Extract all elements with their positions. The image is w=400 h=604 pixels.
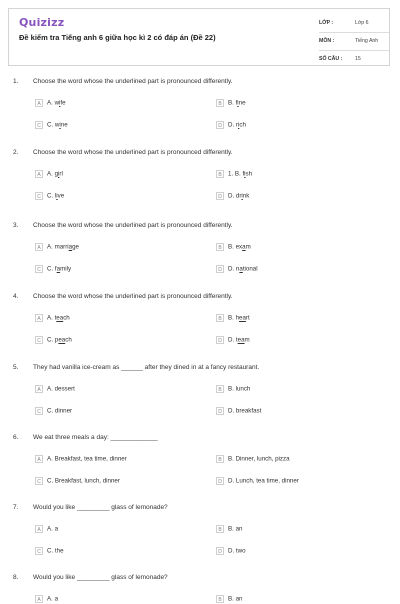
option-b[interactable] [216, 243, 251, 251]
option-letter-badge: D [216, 336, 224, 344]
option-letter-badge: B [216, 99, 224, 107]
option-text-pre: A. g [47, 170, 59, 178]
worksheet-title: Đề kiểm tra Tiếng anh 6 giữa học kì 2 có đáp án (Đề 22) [19, 33, 216, 42]
option-text-pre: D. r [228, 121, 238, 129]
option-text [47, 315, 70, 322]
option-text-pre: A. a [47, 525, 59, 533]
option-text-pre: D. t [228, 336, 238, 344]
option-text-post: rl [59, 170, 63, 178]
question-text: We eat three meals a day: _____________ [33, 434, 158, 441]
option-letter-badge: B [216, 455, 224, 463]
option-text-pre: D. breakfast [228, 407, 262, 415]
question-text: Choose the word whose the underlined part is pronounced differently. [33, 78, 233, 85]
option-text [47, 266, 71, 273]
option-text [47, 526, 58, 533]
option-c[interactable] [35, 477, 120, 485]
option-c[interactable] [35, 547, 64, 555]
option-text [228, 386, 250, 393]
option-letter-badge: B [216, 385, 224, 393]
option-a[interactable] [35, 595, 58, 603]
option-letter-badge: C [35, 121, 43, 129]
option-c[interactable] [35, 265, 71, 273]
question-number: 8. [13, 574, 19, 581]
question-text: Choose the word whose the underlined part is pronounced differently. [33, 222, 233, 229]
option-text-pre: A. Breakfast, tea time, dinner [47, 455, 127, 463]
meta-value: Tiếng Anh [355, 38, 379, 44]
option-letter-badge: C [35, 192, 43, 200]
option-underlined-part: i [56, 192, 58, 200]
option-a[interactable] [35, 314, 70, 322]
option-text-pre: D. two [228, 547, 246, 555]
option-c[interactable] [35, 192, 64, 200]
option-underlined-part: a [242, 243, 246, 251]
option-text-pre: D. dr [228, 192, 242, 200]
option-letter-badge: D [216, 121, 224, 129]
meta-value: Lớp 6 [355, 20, 369, 26]
question-text: Choose the word whose the underlined part is pronounced differently. [33, 293, 233, 300]
option-text [228, 548, 246, 555]
option-letter-badge: B [216, 243, 224, 251]
option-letter-badge: B [216, 170, 224, 178]
option-text [228, 596, 242, 603]
option-letter-badge: B [216, 525, 224, 533]
option-text-post: ve [57, 192, 65, 200]
option-a[interactable] [35, 455, 127, 463]
question-text: Would you like _________ glass of lemonade? [33, 504, 168, 511]
option-letter-badge: D [216, 407, 224, 415]
option-letter-badge: D [216, 477, 224, 485]
meta-row-count [319, 51, 389, 68]
option-text [47, 244, 79, 251]
option-text-pre: C. f [47, 265, 57, 273]
option-b[interactable] [216, 314, 250, 322]
option-underlined-part: i [244, 170, 246, 178]
option-b[interactable] [216, 170, 252, 178]
option-letter-badge: C [35, 407, 43, 415]
option-underlined-part: i [241, 192, 243, 200]
option-underlined-part: i [58, 170, 60, 178]
option-letter-badge: C [35, 336, 43, 344]
option-text-pre: C. the [47, 547, 64, 555]
option-text [47, 478, 120, 485]
option-text-pre: A. w [47, 99, 60, 107]
option-text [47, 456, 127, 463]
option-d[interactable] [216, 192, 249, 200]
option-text-pre: B. f [228, 99, 238, 107]
option-text [228, 244, 251, 251]
option-text-pre: B. h [228, 314, 240, 322]
option-b[interactable] [216, 385, 250, 393]
question-number: 2. [13, 149, 19, 156]
option-text [228, 408, 261, 415]
option-text [228, 171, 252, 178]
option-text [47, 171, 63, 178]
option-d[interactable] [216, 336, 250, 344]
option-letter-badge: A [35, 243, 43, 251]
worksheet-header [8, 8, 390, 66]
option-text-pre: D. n [228, 265, 240, 273]
option-c[interactable] [35, 407, 72, 415]
option-text [47, 596, 58, 603]
option-underlined-part: a [56, 265, 61, 273]
option-underlined-part: ea [239, 314, 246, 322]
option-b[interactable] [216, 595, 242, 603]
option-text-post: ch [239, 121, 246, 129]
option-underlined-part: i [237, 99, 239, 107]
option-text-post: ch [65, 336, 72, 344]
option-text-pre: A. a [47, 595, 59, 603]
worksheet-meta [319, 15, 389, 68]
option-letter-badge: B [216, 314, 224, 322]
option-text-post: fe [60, 99, 66, 107]
quizizz-logo: Quizizz [19, 16, 65, 29]
option-text-post: ne [60, 121, 68, 129]
option-letter-badge: C [35, 477, 43, 485]
option-text-post: mily [60, 265, 72, 273]
option-text-post: ge [72, 243, 79, 251]
option-letter-badge: D [216, 192, 224, 200]
question-number: 7. [13, 504, 19, 511]
option-underlined-part: a [239, 265, 243, 273]
option-text-pre: B. an [228, 525, 243, 533]
option-text [228, 122, 246, 129]
option-text-post: tional [242, 265, 258, 273]
option-text [228, 193, 249, 200]
question-text: Choose the word whose the underlined part is pronounced differently. [33, 149, 233, 156]
option-a[interactable] [35, 170, 63, 178]
meta-row-subject [319, 33, 389, 51]
option-letter-badge: A [35, 170, 43, 178]
option-text [47, 548, 64, 555]
option-text [228, 478, 299, 485]
option-text-pre: A. marri [47, 243, 69, 251]
option-underlined-part: i [59, 121, 61, 129]
option-text-pre: 1. B. f [228, 170, 245, 178]
option-letter-badge: B [216, 595, 224, 603]
option-text-pre: C. Breakfast, lunch, dinner [47, 477, 120, 485]
question-text: Would you like _________ glass of lemonade? [33, 574, 168, 581]
option-text-post: sh [245, 170, 253, 178]
option-text-pre: B. Dinner, lunch, pizza [228, 455, 290, 463]
option-c[interactable] [35, 121, 68, 129]
option-letter-badge: C [35, 547, 43, 555]
option-text-pre: B. lunch [228, 385, 251, 393]
option-text-pre: C. p [47, 336, 59, 344]
option-d[interactable] [216, 477, 299, 485]
option-text [47, 386, 75, 393]
option-letter-badge: D [216, 265, 224, 273]
option-b[interactable] [216, 99, 246, 107]
option-letter-badge: A [35, 99, 43, 107]
option-text-pre: D. Lunch, tea time, dinner [228, 477, 299, 485]
option-letter-badge: A [35, 385, 43, 393]
option-letter-badge: A [35, 525, 43, 533]
option-b[interactable] [216, 455, 290, 463]
option-text-pre: A. t [47, 314, 57, 322]
option-a[interactable] [35, 525, 58, 533]
option-text [228, 337, 250, 344]
option-d[interactable] [216, 121, 246, 129]
option-text [47, 337, 72, 344]
option-underlined-part: ea [237, 336, 245, 344]
question-number: 4. [13, 293, 19, 300]
option-text [228, 315, 250, 322]
option-underlined-part: ea [58, 336, 66, 344]
question-number: 5. [13, 364, 19, 371]
option-text [228, 526, 242, 533]
option-a[interactable] [35, 99, 66, 107]
meta-label: SỐ CÂU : [319, 56, 343, 62]
option-a[interactable] [35, 385, 75, 393]
option-text-pre: A. dessert [47, 385, 75, 393]
option-text [47, 193, 64, 200]
option-text [47, 408, 72, 415]
option-text-pre: C. dinner [47, 407, 73, 415]
question-text: They had vanilla ice-cream as ______ after they dined in at a fancy restaurant. [33, 364, 260, 371]
option-underlined-part: a [68, 243, 73, 251]
meta-label: MÔN : [319, 38, 335, 44]
option-letter-badge: A [35, 314, 43, 322]
option-text [228, 100, 246, 107]
option-letter-badge: C [35, 265, 43, 273]
option-text [228, 456, 290, 463]
option-text [228, 266, 258, 273]
option-text-post: nk [242, 192, 250, 200]
option-text-post: rt [245, 314, 250, 322]
option-letter-badge: D [216, 547, 224, 555]
meta-row-class [319, 15, 389, 33]
option-text-post: ne [238, 99, 246, 107]
option-text-pre: B. an [228, 595, 243, 603]
option-text [47, 122, 68, 129]
question-number: 3. [13, 222, 19, 229]
option-a[interactable] [35, 243, 79, 251]
option-letter-badge: A [35, 595, 43, 603]
option-underlined-part: ea [56, 314, 64, 322]
option-underlined-part: i [237, 121, 240, 129]
option-text-pre: C. w [47, 121, 60, 129]
option-b[interactable] [216, 525, 242, 533]
option-d[interactable] [216, 547, 246, 555]
option-letter-badge: A [35, 455, 43, 463]
question-number: 6. [13, 434, 19, 441]
option-text-pre: C. l [47, 192, 57, 200]
option-c[interactable] [35, 336, 72, 344]
option-text-post: ch [63, 314, 70, 322]
option-d[interactable] [216, 407, 261, 415]
option-d[interactable] [216, 265, 258, 273]
option-text-post: m [244, 336, 250, 344]
option-text-post: m [245, 243, 251, 251]
option-text [47, 100, 66, 107]
meta-label: LỚP : [319, 20, 334, 26]
question-number: 1. [13, 78, 19, 85]
option-text-pre: B. ex [228, 243, 243, 251]
option-underlined-part: i [59, 99, 61, 107]
meta-value: 15 [355, 56, 361, 62]
